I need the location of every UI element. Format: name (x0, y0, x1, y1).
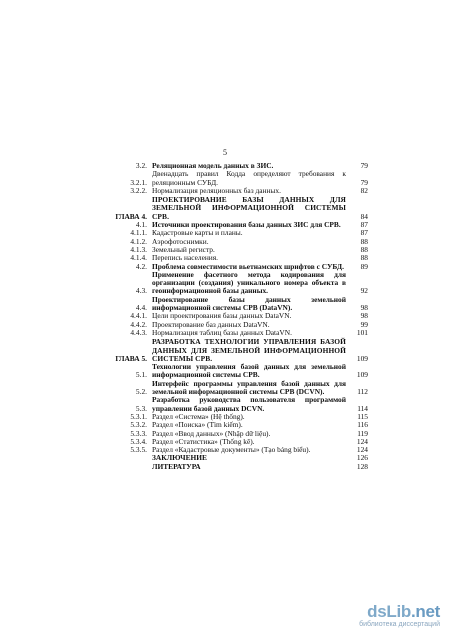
toc-entry-title: Раздел «Кадастровые документы» (Tạo bảng biểu). (152, 445, 311, 455)
toc-entry (110, 238, 368, 246)
toc-entry-page: 88 (360, 236, 368, 246)
toc-entry-title: Нормализация таблиц базы данных DataVN. (152, 327, 292, 337)
toc-entry (110, 446, 368, 454)
toc-entry-number: 5.3. (135, 403, 147, 413)
toc-entry-page: 124 (356, 436, 368, 446)
toc-entry (110, 396, 368, 413)
toc-entry-number: 4.2. (135, 261, 147, 271)
toc-entry-title: Раздел «Статистика» (Thống kê). (152, 436, 255, 446)
toc-entry-number: 3.2. (135, 161, 147, 170)
toc-entry (110, 363, 368, 380)
toc-entry-title: Кадастровые карты и планы. (152, 228, 243, 238)
toc-entry-page: 92 (360, 286, 368, 296)
toc-entry-number: 5.2. (135, 387, 147, 397)
toc-entry-title: РАЗРАБОТКА ТЕХНОЛОГИИ УПРАВЛЕНИЯ БАЗОЙ ДАННЫХ ДЛЯ ЗЕМЕЛЬНОЙ ИНФОРМАЦИОННОЙ СИСТЕМЫ СРВ. (152, 337, 346, 363)
toc-entry-page: 98 (360, 303, 368, 313)
toc-entry-page: 114 (357, 403, 368, 413)
toc-entry-number: 4.1.2. (130, 236, 147, 246)
toc-entry-number: 4.4.3. (130, 327, 147, 337)
toc-entry-title: Раздел «Поиска» (Tìm kiếm). (152, 420, 243, 430)
toc-entry (110, 229, 368, 237)
toc-entry (110, 329, 368, 337)
toc-entry-page: 119 (357, 428, 368, 438)
toc-entry-page: 87 (360, 220, 368, 230)
toc-entry-title: Проектирование баз данных DataVN. (152, 319, 270, 329)
toc-entry-number: 5.3.3. (130, 428, 147, 438)
toc-entry (110, 380, 368, 397)
toc-entry-title: Источники проектирования базы данных ЗИС для СРВ. (152, 220, 341, 230)
toc-entry-number: 4.4.1. (130, 311, 147, 321)
toc-entry-page: 99 (360, 319, 368, 329)
toc-entry-title: Аэрофотоснимки. (152, 236, 209, 246)
toc-entry-number: ГЛАВА 5. (115, 353, 147, 363)
toc-entry-title: Интерфейс программы управления базой данных для земельной информационной системы СРВ (DCVN). (152, 378, 346, 397)
toc-entry-number: 5.3.2. (130, 420, 147, 430)
toc-entry-title: Реляционная модель данных в ЗИС. (152, 161, 274, 170)
toc-entry-page: 88 (360, 253, 368, 263)
toc-entry-title: ПРОЕКТИРОВАНИЕ БАЗЫ ДАННЫХ ДЛЯ ЗЕМЕЛЬНОЙ ИНФОРМАЦИОННОЙ СИСТЕМЫ СРВ. (152, 195, 346, 221)
toc-entry-number: 4.1.4. (130, 253, 147, 263)
toc-entry-number: 3.2.2. (130, 185, 147, 195)
toc-entry (110, 187, 368, 195)
toc-entry-number: 5.3.1. (130, 411, 147, 421)
toc-entry-page: 124 (356, 445, 368, 455)
toc-entry-title: Проблема совместимости вьетнамских шрифтов с СУБД. (152, 261, 344, 271)
toc-entry-title: ЗАКЛЮЧЕНИЕ (152, 453, 207, 463)
toc-entry-number: 5.1. (135, 370, 147, 380)
toc-entry-page: 84 (360, 211, 368, 221)
toc-entry-number: 4.4.2. (130, 319, 147, 329)
toc-entry-number: 4.1. (135, 220, 147, 230)
toc-entry-title: Нормализация реляционных баз данных. (152, 185, 281, 195)
toc-entry-number: 3.2.1. (130, 177, 147, 187)
toc-entry-number: 4.1.1. (130, 228, 147, 238)
toc-entry-page: 88 (360, 244, 368, 254)
toc-entry-title: Раздел «Ввод данных» (Nhập dữ liệu). (152, 428, 271, 438)
toc-entry-title: Двенадцать правил Кодда определяют требования к реляционным СУБД. (152, 169, 346, 187)
toc-entry-page: 101 (356, 327, 368, 337)
toc-entry-page: 126 (356, 453, 368, 463)
toc-entry-page: 79 (360, 177, 368, 187)
page-number: 5 (223, 148, 227, 157)
toc-entry-title: Земельный регистр. (152, 244, 215, 254)
toc-entry-title: Технологии управления базой данных для земельной информационной системы СРВ. (152, 362, 346, 380)
toc-entry-page: 115 (357, 411, 368, 421)
toc-entry-number: 5.3.5. (130, 445, 147, 455)
toc-entry-page: 109 (356, 370, 368, 380)
toc-entry (110, 196, 368, 221)
toc-entry-title: Перепись населения. (152, 253, 219, 263)
toc-entry-number: 5.3.4. (130, 436, 147, 446)
toc-entry-page: 128 (356, 461, 368, 471)
toc-entry-title: Проектирование базы данных земельной информационной системы СРВ (DataVN). (152, 294, 346, 313)
watermark-subtitle: библиотека диссертаций (359, 621, 440, 628)
toc-entry-number: 4.4. (135, 303, 147, 313)
toc-entry-title: Раздел «Система» (Hệ thống). (152, 411, 245, 421)
toc-entry-number: 4.1.3. (130, 244, 147, 254)
toc-entry (110, 170, 368, 187)
toc-entry (110, 338, 368, 363)
table-of-contents (110, 162, 368, 471)
toc-entry-page: 112 (357, 387, 368, 397)
toc-entry-number: ГЛАВА 4. (115, 211, 147, 221)
toc-entry-title: Разработка руководства пользователя программой управлении базой данных DCVN. (152, 395, 346, 413)
toc-entry-title: Применение фасетного метода кодирования для организации (создания) уникального номера объекта в геоинформационной базы данных. (152, 269, 346, 296)
toc-entry-page: 109 (356, 353, 368, 363)
toc-entry-number: 4.3. (135, 286, 147, 296)
toc-entry-page: 87 (360, 228, 368, 238)
toc-entry-title: Цели проектирования базы данных DataVN. (152, 311, 292, 321)
toc-entry-page: 79 (360, 161, 368, 170)
toc-entry (110, 454, 368, 462)
toc-entry-page: 89 (360, 261, 368, 271)
toc-entry (110, 296, 368, 313)
toc-entry (110, 246, 368, 254)
toc-entry-page: 116 (357, 420, 368, 430)
toc-entry (110, 271, 368, 296)
toc-entry (110, 463, 368, 471)
watermark[interactable] (330, 602, 440, 628)
toc-entry-page: 82 (360, 185, 368, 195)
toc-entry-page: 98 (360, 311, 368, 321)
toc-entry-title: ЛИТЕРАТУРА (152, 461, 201, 471)
watermark-logo[interactable]: dsLib.net (367, 602, 440, 621)
